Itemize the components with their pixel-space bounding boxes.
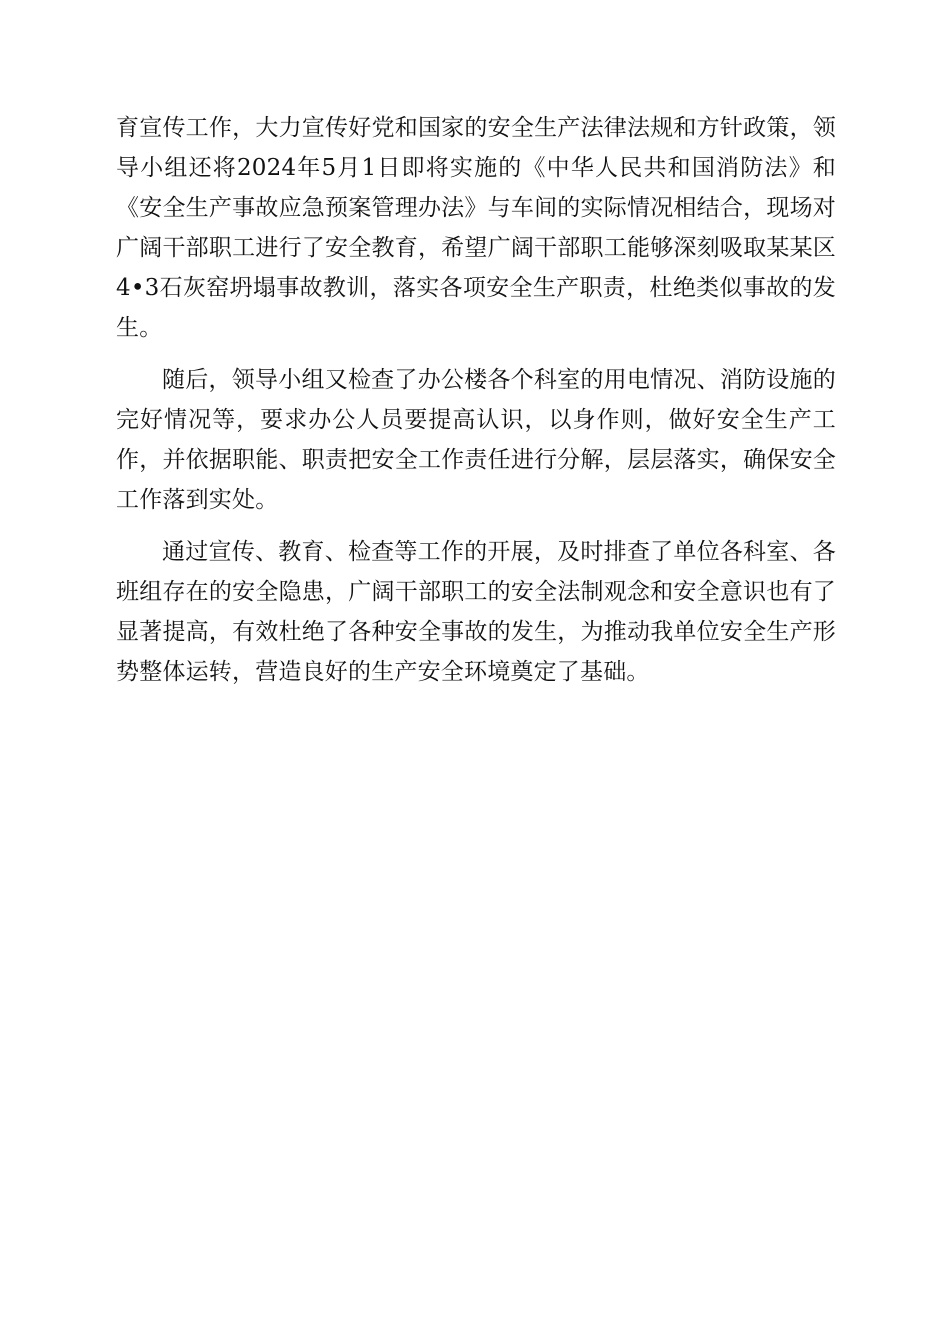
paragraph-1: 育宣传工作，大力宣传好党和国家的安全生产法律法规和方针政策，领导小组还将2024年5月1日即将实施的《中华人民共和国消防法》和《安全生产事故应急预案管理办法》与车间的实际情况相结合，现场对广阔干部职工进行了安全教育，希望广阔干部职工能够深刻吸取某某区4•3石灰窑坍塌事故教训，落实各项安全生产职责，杜绝类似事故的发生。 bbox=[116, 115, 836, 341]
paragraph-3: 通过宣传、教育、检查等工作的开展，及时排查了单位各科室、各班组存在的安全隐患，广阔干部职工的安全法制观念和安全意识也有了显著提高，有效杜绝了各种安全事故的发生，为推动我单位安全生产形势整体运转，营造良好的生产安全环境奠定了基础。 bbox=[116, 539, 836, 685]
document-body bbox=[116, 108, 836, 704]
paragraph-2: 随后，领导小组又检查了办公楼各个科室的用电情况、消防设施的完好情况等，要求办公人员要提高认识，以身作则，做好安全生产工作，并依据职能、职责把安全工作责任进行分解，层层落实，确保安全工作落到实处。 bbox=[116, 367, 836, 513]
